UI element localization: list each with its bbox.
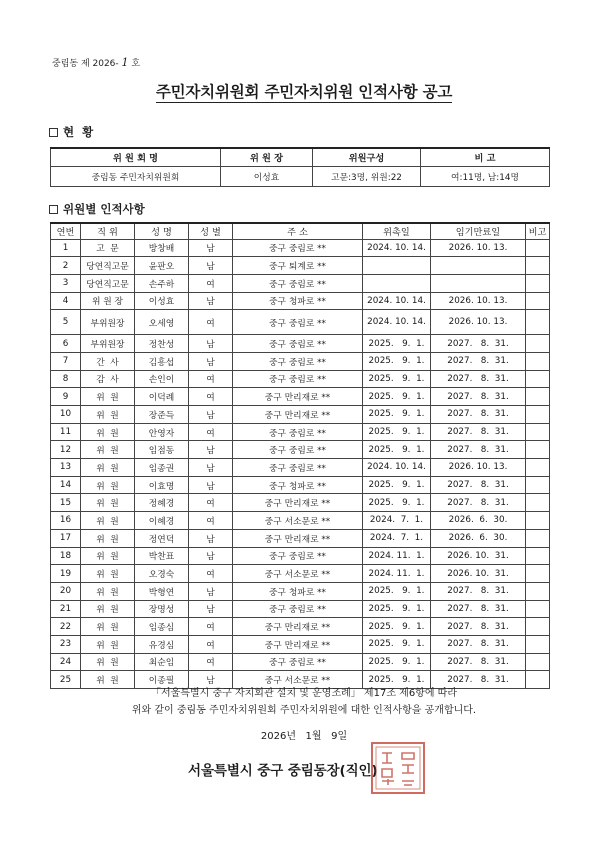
member-appointed-date: 2024. 10. 14. [363, 239, 431, 257]
members-table [50, 222, 550, 689]
member-term-end: 2027. 8. 31. [431, 352, 526, 370]
member-remarks [526, 370, 550, 388]
member-term-end: 2027. 8. 31. [431, 406, 526, 424]
member-address: 중구 중림로 ** [233, 423, 363, 441]
member-gender: 남 [189, 239, 233, 257]
member-remarks [526, 529, 550, 547]
members-header-row [51, 223, 550, 239]
checkbox-icon [49, 128, 58, 137]
member-remarks [526, 600, 550, 618]
member-no: 15 [51, 494, 81, 512]
member-position: 위 원 [81, 388, 135, 406]
issuer: 서울특별시 중구 중림동장(직인) [188, 763, 378, 779]
member-no: 1 [51, 239, 81, 257]
member-remarks [526, 274, 550, 292]
member-address: 중구 만리재로 ** [233, 618, 363, 636]
member-name: 이종필 [135, 671, 189, 689]
member-address: 중구 중림로 ** [233, 441, 363, 459]
member-remarks [526, 292, 550, 310]
member-position: 간 사 [81, 352, 135, 370]
status-header-row [51, 148, 550, 166]
member-position: 위 원 [81, 671, 135, 689]
member-appointed-date: 2025. 9. 1. [363, 671, 431, 689]
header-no: 연번 [51, 223, 81, 239]
legal-basis: 「서울특별시 중구 자치회관 설치 및 운영조례」 제17조 제6항에 따라 위와 같이 중림동 주민자치위원회 주민자치위원에 대한 인적사항을 공개합니다. [131, 688, 477, 716]
member-address: 중구 만리재로 ** [233, 388, 363, 406]
member-gender: 여 [189, 618, 233, 636]
member-remarks [526, 582, 550, 600]
member-appointed-date: 2025. 9. 1. [363, 476, 431, 494]
member-no: 4 [51, 292, 81, 310]
member-appointed-date: 2024. 10. 14. [363, 292, 431, 310]
member-gender: 남 [189, 529, 233, 547]
header-composition: 위원구성 [313, 148, 421, 166]
member-appointed-date: 2025. 9. 1. [363, 370, 431, 388]
member-name: 이덕례 [135, 388, 189, 406]
member-appointed-date [363, 257, 431, 275]
table-row [51, 547, 550, 565]
member-position: 위 원 [81, 423, 135, 441]
member-name: 윤판오 [135, 257, 189, 275]
header-chairman: 위 원 장 [221, 148, 313, 166]
table-row [51, 494, 550, 512]
member-gender: 남 [189, 441, 233, 459]
member-appointed-date: 2025. 9. 1. [363, 582, 431, 600]
checkbox-icon [49, 205, 58, 214]
member-term-end: 2027. 8. 31. [431, 335, 526, 353]
member-term-end: 2027. 8. 31. [431, 388, 526, 406]
member-address: 중구 서소문로 ** [233, 565, 363, 583]
member-term-end: 2027. 8. 31. [431, 618, 526, 636]
member-gender: 남 [189, 257, 233, 275]
member-appointed-date: 2024. 10. 14. [363, 310, 431, 335]
member-address: 중구 중림로 ** [233, 310, 363, 335]
member-position: 부위원장 [81, 335, 135, 353]
member-no: 19 [51, 565, 81, 583]
member-address: 중구 서소문로 ** [233, 512, 363, 530]
table-row [51, 310, 550, 335]
table-row [51, 257, 550, 275]
member-position: 위 원 [81, 547, 135, 565]
member-name: 오경숙 [135, 565, 189, 583]
member-position: 위 원 [81, 529, 135, 547]
member-name: 이효명 [135, 476, 189, 494]
member-remarks [526, 547, 550, 565]
member-term-end: 2027. 8. 31. [431, 635, 526, 653]
member-appointed-date: 2025. 9. 1. [363, 441, 431, 459]
member-term-end: 2027. 8. 31. [431, 653, 526, 671]
header-remarks: 비고 [526, 223, 550, 239]
status-table [50, 147, 550, 187]
member-term-end: 2027. 8. 31. [431, 671, 526, 689]
member-address: 중구 중림로 ** [233, 600, 363, 618]
member-no: 7 [51, 352, 81, 370]
member-remarks [526, 335, 550, 353]
member-address: 중구 중림로 ** [233, 352, 363, 370]
member-appointed-date: 2025. 9. 1. [363, 600, 431, 618]
member-appointed-date: 2024. 11. 1. [363, 565, 431, 583]
member-position: 위 원 [81, 512, 135, 530]
member-position: 위 원 [81, 441, 135, 459]
member-position: 고 문 [81, 239, 135, 257]
member-no: 3 [51, 274, 81, 292]
member-address: 중구 청파로 ** [233, 292, 363, 310]
document-date: 2026년 1월 9일 [260, 731, 348, 742]
table-row [51, 406, 550, 424]
member-gender: 여 [189, 388, 233, 406]
member-address: 중구 중림로 ** [233, 335, 363, 353]
member-remarks [526, 257, 550, 275]
member-name: 손인이 [135, 370, 189, 388]
member-address: 중구 중림로 ** [233, 274, 363, 292]
table-row [51, 582, 550, 600]
member-gender: 여 [189, 494, 233, 512]
handwritten-number: 1 [121, 56, 129, 69]
header-appointed-date: 위촉일 [363, 223, 431, 239]
member-appointed-date: 2025. 9. 1. [363, 352, 431, 370]
member-no: 10 [51, 406, 81, 424]
member-term-end: 2027. 8. 31. [431, 423, 526, 441]
member-name: 이성효 [135, 292, 189, 310]
member-term-end [431, 274, 526, 292]
member-name: 최순임 [135, 653, 189, 671]
table-row [51, 618, 550, 636]
member-name: 임점동 [135, 441, 189, 459]
member-no: 12 [51, 441, 81, 459]
member-remarks [526, 653, 550, 671]
member-address: 중구 청파로 ** [233, 582, 363, 600]
member-term-end: 2027. 8. 31. [431, 494, 526, 512]
official-seal-icon [368, 739, 428, 797]
member-no: 25 [51, 671, 81, 689]
member-gender: 남 [189, 352, 233, 370]
member-no: 6 [51, 335, 81, 353]
member-gender: 남 [189, 406, 233, 424]
table-row [51, 512, 550, 530]
member-position: 부위원장 [81, 310, 135, 335]
member-gender: 남 [189, 476, 233, 494]
member-name: 이혜경 [135, 512, 189, 530]
member-no: 17 [51, 529, 81, 547]
member-address: 중구 만리재로 ** [233, 406, 363, 424]
member-position: 위 원 [81, 600, 135, 618]
member-no: 18 [51, 547, 81, 565]
member-appointed-date: 2025. 9. 1. [363, 635, 431, 653]
member-no: 2 [51, 257, 81, 275]
member-appointed-date: 2024. 7. 1. [363, 529, 431, 547]
member-term-end: 2026. 10. 13. [431, 310, 526, 335]
member-name: 박형연 [135, 582, 189, 600]
header-name: 성 명 [135, 223, 189, 239]
member-address: 중구 중림로 ** [233, 370, 363, 388]
member-address: 중구 퇴계로 ** [233, 257, 363, 275]
member-gender: 남 [189, 335, 233, 353]
member-no: 9 [51, 388, 81, 406]
member-remarks [526, 512, 550, 530]
member-no: 24 [51, 653, 81, 671]
member-remarks [526, 406, 550, 424]
header-address: 주 소 [233, 223, 363, 239]
member-name: 정연덕 [135, 529, 189, 547]
member-position: 위 원 [81, 406, 135, 424]
member-gender: 여 [189, 512, 233, 530]
member-name: 장명성 [135, 600, 189, 618]
member-term-end: 2026. 10. 13. [431, 292, 526, 310]
member-address: 중구 서소문로 ** [233, 671, 363, 689]
member-position: 감 사 [81, 370, 135, 388]
member-gender: 여 [189, 653, 233, 671]
header-committee-name: 위 원 회 명 [51, 148, 221, 166]
member-position: 위 원 [81, 618, 135, 636]
member-term-end: 2027. 8. 31. [431, 370, 526, 388]
member-term-end: 2026. 6. 30. [431, 529, 526, 547]
table-row [51, 476, 550, 494]
member-remarks [526, 476, 550, 494]
member-gender: 남 [189, 582, 233, 600]
member-position: 위 원 [81, 565, 135, 583]
member-name: 정혜경 [135, 494, 189, 512]
page-title: 주민자치위원회 주민자치위원 인적사항 공고 [155, 83, 453, 101]
table-row [51, 529, 550, 547]
member-gender: 여 [189, 423, 233, 441]
member-appointed-date: 2025. 9. 1. [363, 494, 431, 512]
table-row [51, 459, 550, 477]
member-name: 임종심 [135, 618, 189, 636]
member-name: 유경심 [135, 635, 189, 653]
table-row [51, 239, 550, 257]
section-heading-status: 현 황 [49, 124, 93, 140]
member-no: 13 [51, 459, 81, 477]
member-gender: 여 [189, 565, 233, 583]
member-term-end: 2027. 8. 31. [431, 600, 526, 618]
member-no: 14 [51, 476, 81, 494]
header-remarks: 비 고 [421, 148, 550, 166]
table-row [51, 274, 550, 292]
member-position: 당연직고문 [81, 257, 135, 275]
header-term-end: 임기만료일 [431, 223, 526, 239]
member-address: 중구 만리재로 ** [233, 494, 363, 512]
member-term-end: 2027. 8. 31. [431, 441, 526, 459]
gender-breakdown: 여:11명, 남:14명 [421, 166, 550, 186]
status-row [51, 166, 550, 186]
table-row [51, 600, 550, 618]
member-position: 위 원 [81, 459, 135, 477]
member-position: 위 원 [81, 653, 135, 671]
member-gender: 여 [189, 635, 233, 653]
member-no: 11 [51, 423, 81, 441]
table-row [51, 635, 550, 653]
member-address: 중구 만리재로 ** [233, 635, 363, 653]
member-gender: 여 [189, 274, 233, 292]
member-no: 8 [51, 370, 81, 388]
member-no: 5 [51, 310, 81, 335]
member-term-end: 2027. 8. 31. [431, 582, 526, 600]
member-position: 위 원 [81, 582, 135, 600]
member-appointed-date: 2024. 10. 14. [363, 459, 431, 477]
member-name: 김흥섭 [135, 352, 189, 370]
table-row [51, 388, 550, 406]
member-remarks [526, 459, 550, 477]
member-position: 위 원 [81, 476, 135, 494]
member-gender: 여 [189, 310, 233, 335]
member-appointed-date: 2024. 11. 1. [363, 547, 431, 565]
member-remarks [526, 565, 550, 583]
member-no: 21 [51, 600, 81, 618]
member-position: 당연직고문 [81, 274, 135, 292]
member-gender: 남 [189, 547, 233, 565]
table-row [51, 423, 550, 441]
member-remarks [526, 618, 550, 636]
member-remarks [526, 635, 550, 653]
member-position: 위 원 [81, 635, 135, 653]
document-number: 중림동 제 2026- 1 호 [52, 56, 141, 69]
member-address: 중구 중림로 ** [233, 459, 363, 477]
member-name: 정찬성 [135, 335, 189, 353]
member-appointed-date: 2025. 9. 1. [363, 388, 431, 406]
member-no: 22 [51, 618, 81, 636]
member-name: 장준득 [135, 406, 189, 424]
header-position: 직 위 [81, 223, 135, 239]
member-term-end: 2026. 6. 30. [431, 512, 526, 530]
member-appointed-date [363, 274, 431, 292]
member-name: 오세영 [135, 310, 189, 335]
member-gender: 남 [189, 600, 233, 618]
chairman-name: 이성효 [221, 166, 313, 186]
member-remarks [526, 441, 550, 459]
table-row [51, 565, 550, 583]
member-remarks [526, 494, 550, 512]
table-row [51, 352, 550, 370]
member-name: 방창배 [135, 239, 189, 257]
table-row [51, 441, 550, 459]
member-name: 안영자 [135, 423, 189, 441]
member-remarks [526, 352, 550, 370]
table-row [51, 335, 550, 353]
member-appointed-date: 2025. 9. 1. [363, 618, 431, 636]
member-appointed-date: 2025. 9. 1. [363, 406, 431, 424]
member-no: 23 [51, 635, 81, 653]
member-gender: 남 [189, 671, 233, 689]
member-appointed-date: 2025. 9. 1. [363, 423, 431, 441]
member-gender: 남 [189, 292, 233, 310]
member-gender: 남 [189, 459, 233, 477]
member-remarks [526, 423, 550, 441]
member-address: 중구 중림로 ** [233, 547, 363, 565]
member-no: 20 [51, 582, 81, 600]
member-address: 중구 만리재로 ** [233, 529, 363, 547]
member-no: 16 [51, 512, 81, 530]
member-gender: 여 [189, 370, 233, 388]
member-term-end: 2026. 10. 13. [431, 239, 526, 257]
member-address: 중구 청파로 ** [233, 476, 363, 494]
member-position: 위 원 [81, 494, 135, 512]
member-appointed-date: 2025. 9. 1. [363, 653, 431, 671]
member-remarks [526, 388, 550, 406]
member-appointed-date: 2025. 9. 1. [363, 335, 431, 353]
committee-name: 중림동 주민자치위원회 [51, 166, 221, 186]
member-name: 손주하 [135, 274, 189, 292]
member-remarks [526, 239, 550, 257]
member-address: 중구 중림로 ** [233, 239, 363, 257]
member-term-end: 2026. 10. 13. [431, 459, 526, 477]
member-name: 박찬표 [135, 547, 189, 565]
member-term-end: 2027. 8. 31. [431, 476, 526, 494]
table-row [51, 292, 550, 310]
table-row [51, 653, 550, 671]
section-heading-members: 위원별 인적사항 [49, 201, 145, 217]
member-term-end [431, 257, 526, 275]
member-address: 중구 중림로 ** [233, 653, 363, 671]
composition: 고문:3명, 위원:22 [313, 166, 421, 186]
member-remarks [526, 310, 550, 335]
member-appointed-date: 2024. 7. 1. [363, 512, 431, 530]
member-name: 임종권 [135, 459, 189, 477]
table-row [51, 370, 550, 388]
member-term-end: 2026. 10. 31. [431, 565, 526, 583]
member-position: 위 원 장 [81, 292, 135, 310]
member-term-end: 2026. 10. 31. [431, 547, 526, 565]
header-gender: 성 별 [189, 223, 233, 239]
